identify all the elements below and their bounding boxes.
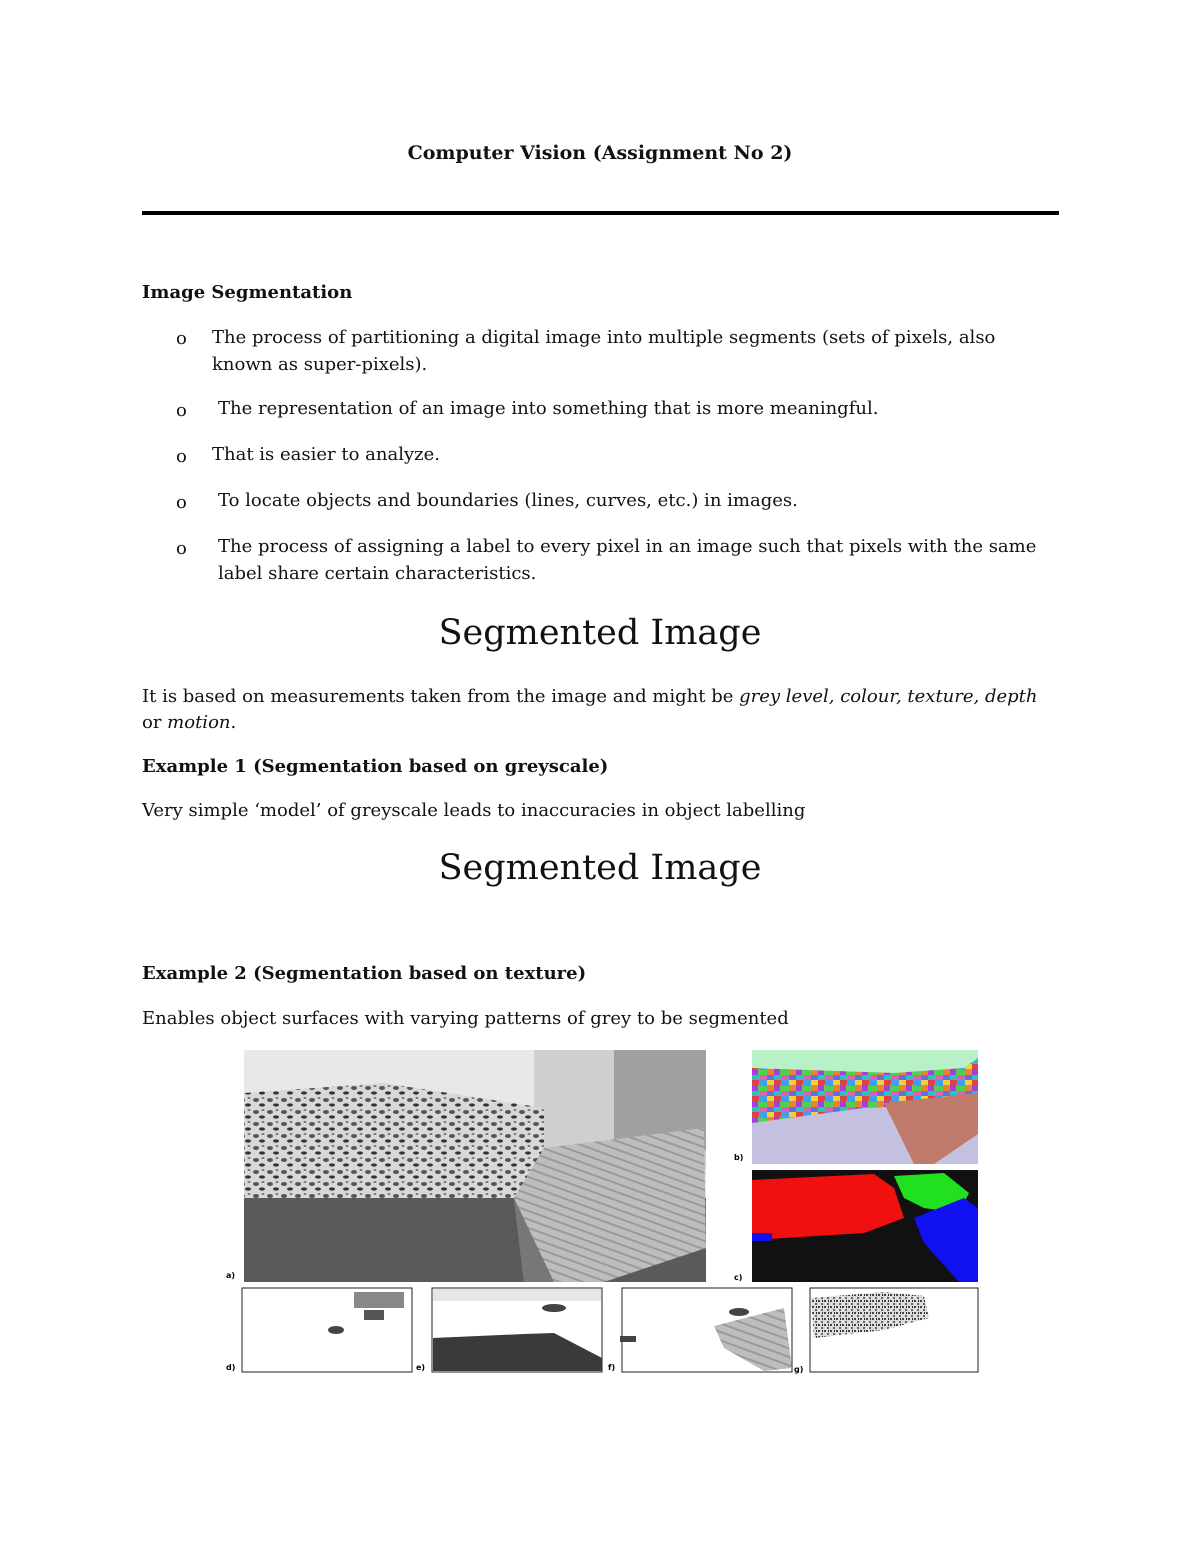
example1-heading: Example 1 (Segmentation based on greyscale) <box>142 756 609 777</box>
para-text: . <box>230 712 237 733</box>
document-title: Computer Vision (Assignment No 2) <box>407 142 793 164</box>
figure-label-b: b) <box>734 1153 744 1162</box>
segmentation-figure <box>224 1048 994 1378</box>
measurements-paragraph <box>142 684 1042 736</box>
para-italic: motion <box>167 712 231 733</box>
segmentation-map-c <box>752 1170 978 1282</box>
example1-text: Very simple ‘model’ of greyscale leads to inaccuracies in object labelling <box>142 800 806 821</box>
bullet-item: The representation of an image into something that is more meaningful. <box>218 398 879 419</box>
para-text: It is based on measurements taken from the image and might be <box>142 686 740 707</box>
segment-panel-f <box>620 1288 792 1372</box>
segmented-image-heading: Segmented Image <box>438 613 762 653</box>
bullet-item: The process of assigning a label to every pixel in an image such that pixels with the same label share certain characteristics. <box>218 536 1037 584</box>
grayscale-photo <box>244 1050 706 1282</box>
title-divider <box>142 211 1059 215</box>
figure-label-c: c) <box>734 1273 743 1282</box>
figure-label-a: a) <box>226 1271 236 1280</box>
figure-label-f: f) <box>608 1363 616 1372</box>
segment-panel-g <box>810 1288 978 1372</box>
segmented-image-heading-2: Segmented Image <box>438 848 762 888</box>
para-text: or <box>142 712 168 733</box>
figure-label-g: g) <box>794 1365 804 1374</box>
bullet-marker: o <box>176 492 187 513</box>
figure-label-d: d) <box>226 1363 236 1372</box>
bullet-item: To locate objects and boundaries (lines, curves, etc.) in images. <box>218 490 798 511</box>
bullet-marker: o <box>176 400 187 421</box>
segment-panel-d <box>242 1288 412 1372</box>
example2-heading: Example 2 (Segmentation based on texture) <box>142 963 587 984</box>
bullet-marker: o <box>176 538 187 559</box>
bullet-marker: o <box>176 328 187 349</box>
segmentation-figure-svg <box>224 1048 994 1378</box>
figure-label-e: e) <box>416 1363 426 1372</box>
segment-panel-e <box>432 1288 602 1372</box>
section-heading: Image Segmentation <box>142 282 353 303</box>
para-italic: grey level, colour, texture, depth <box>739 686 1038 707</box>
bullet-marker: o <box>176 446 187 467</box>
bullet-item: The process of partitioning a digital image into multiple segments (sets of pixels, also known as super-pixels). <box>212 327 996 375</box>
segmentation-map-b <box>752 1050 978 1164</box>
example2-text: Enables object surfaces with varying patterns of grey to be segmented <box>142 1008 789 1029</box>
bullet-item: That is easier to analyze. <box>212 444 440 465</box>
